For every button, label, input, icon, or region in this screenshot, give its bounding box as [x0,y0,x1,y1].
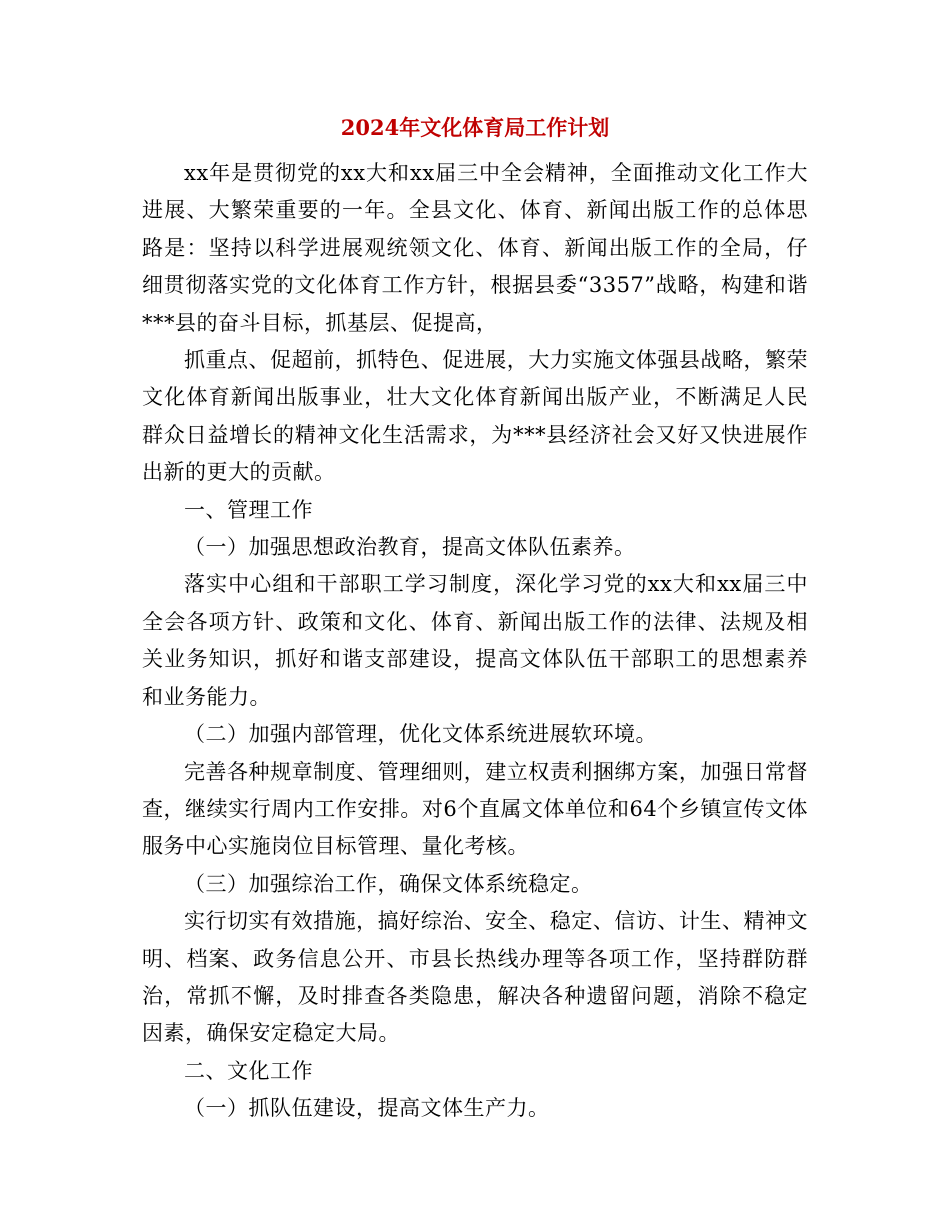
paragraph-stability: 实行切实有效措施，搞好综治、安全、稳定、信访、计生、精神文明、档案、政务信息公开、市县长热线办理等各项工作，坚持群防群治，常抓不懈，及时排查各类隐患，解决各种遗留问题，消除不稳定因素，确保安定稳定大局。 [142,909,808,1046]
section-heading-culture: 二、文化工作 [184,1058,313,1083]
document-title: 2024年文化体育局工作计划 [340,115,610,140]
paragraph-intro-continued: 抓重点、促超前，抓特色、促进展，大力实施文体强县战略，繁荣文化体育新闻出版事业，壮大文化体育新闻出版产业，不断满足人民群众日益增长的精神文化生活需求，为***县经济社会又好又快进展作出新的更大的贡献。 [142,348,808,485]
section-heading-management: 一、管理工作 [184,497,313,522]
paragraph-study: 落实中心组和干部职工学习制度，深化学习党的xx大和xx届三中全会各项方针、政策和文化、体育、新闻出版工作的法律、法规及相关业务知识，抓好和谐支部建设，提高文体队伍干部职工的思想素养和业务能力。 [142,572,808,709]
subsection-heading-culture-1: （一）抓队伍建设，提高文体生产力。 [184,1096,550,1121]
subsection-heading-1: （一）加强思想政治教育，提高文体队伍素养。 [184,535,636,560]
paragraph-rules: 完善各种规章制度、管理细则，建立权责利捆绑方案，加强日常督查，继续实行周内工作安排。对6个直属文体单位和64个乡镇宣传文体服务中心实施岗位目标管理、量化考核。 [142,759,808,859]
subsection-heading-3: （三）加强综治工作，确保文体系统稳定。 [184,871,593,896]
paragraph-intro: xx年是贯彻党的xx大和xx届三中全会精神，全面推动文化工作大进展、大繁荣重要的一年。全县文化、体育、新闻出版工作的总体思路是：坚持以科学进展观统领文化、体育、新闻出版工作的全局，仔细贯彻落实党的文化体育工作方针，根据县委“3357”战略，构建和谐***县的奋斗目标，抓基层、促提高， [142,161,808,335]
subsection-heading-2: （二）加强内部管理，优化文体系统进展软环境。 [184,722,657,747]
document-body [142,155,808,1128]
